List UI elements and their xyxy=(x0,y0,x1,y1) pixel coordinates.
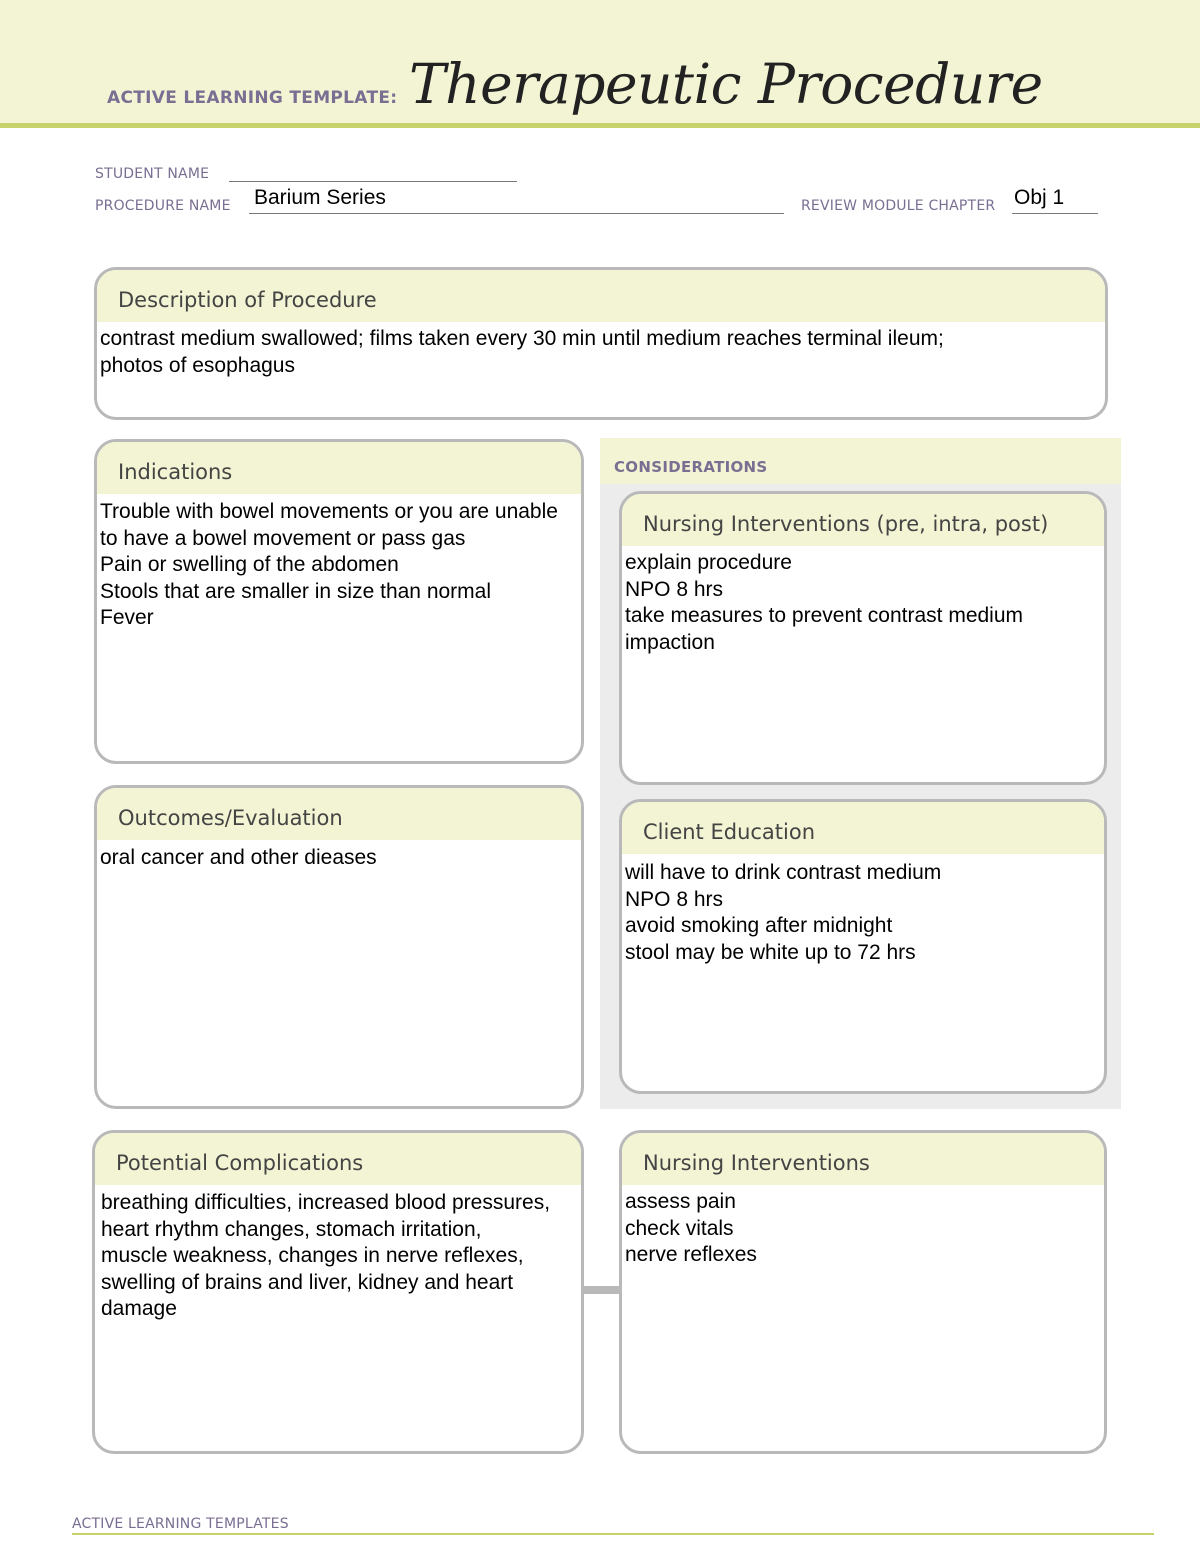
review-module-label: REVIEW MODULE CHAPTER xyxy=(801,198,996,214)
nursing-interventions-line: nerve reflexes xyxy=(625,1243,757,1266)
outcomes-title: Outcomes/Evaluation xyxy=(118,806,343,830)
student-name-field[interactable] xyxy=(229,181,517,182)
nursing-interventions-pip-line: NPO 8 hrs xyxy=(625,577,724,601)
nursing-interventions-title: Nursing Interventions xyxy=(643,1151,870,1175)
procedure-name-field[interactable] xyxy=(249,213,784,214)
outcomes-line: oral cancer and other dieases xyxy=(100,846,377,869)
nursing-interventions-pip-body[interactable] xyxy=(625,550,1096,656)
header-rule xyxy=(0,123,1200,128)
indications-line: Fever xyxy=(100,606,154,629)
review-module-field[interactable] xyxy=(1012,213,1098,214)
indications-body[interactable] xyxy=(100,499,573,632)
outcomes-card xyxy=(94,785,584,1109)
procedure-name-value: Barium Series xyxy=(254,186,386,209)
client-education-line: will have to drink contrast medium xyxy=(625,861,942,884)
complications-line: breathing difficulties, increased blood pressures, heart rhythm changes, stomach irritation, muscle weakness, changes in nerve reflexes, swelling of brains and liver, kidney and heart damage xyxy=(101,1191,551,1320)
client-education-line: avoid smoking after midnight xyxy=(625,914,893,937)
client-education-line: NPO 8 hrs xyxy=(625,887,724,911)
complications-title: Potential Complications xyxy=(116,1151,364,1175)
description-line: contrast medium swallowed; films taken every 30 min until medium reaches terminal ileum; xyxy=(100,327,944,350)
nursing-interventions-line: check vitals xyxy=(625,1216,734,1240)
complications-card xyxy=(92,1130,584,1454)
outcomes-body[interactable] xyxy=(100,845,573,872)
nursing-interventions-line: assess pain xyxy=(625,1190,736,1213)
nursing-interventions-card xyxy=(619,1130,1107,1454)
description-title: Description of Procedure xyxy=(118,288,377,312)
student-name-label: STUDENT NAME xyxy=(95,166,210,182)
description-card xyxy=(94,267,1108,420)
client-education-body[interactable] xyxy=(625,860,1096,966)
considerations-label: CONSIDERATIONS xyxy=(614,458,768,476)
indications-line: Trouble with bowel movements or you are unable to have a bowel movement or pass gas xyxy=(100,500,558,550)
nursing-interventions-pip-line: take measures to prevent contrast medium impaction xyxy=(625,604,1024,654)
review-module-value: Obj 1 xyxy=(1014,186,1065,209)
indications-title: Indications xyxy=(118,460,233,484)
nursing-interventions-pip-card xyxy=(619,491,1107,785)
description-body[interactable] xyxy=(100,326,1097,379)
template-label: ACTIVE LEARNING TEMPLATE: xyxy=(107,88,398,108)
client-education-card xyxy=(619,799,1107,1094)
indications-line: Stools that are smaller in size than normal xyxy=(100,579,492,603)
nursing-interventions-body[interactable] xyxy=(625,1189,1096,1269)
footer-label: ACTIVE LEARNING TEMPLATES xyxy=(72,1516,289,1532)
complications-body[interactable] xyxy=(101,1190,551,1323)
client-education-title: Client Education xyxy=(643,820,816,844)
indications-card xyxy=(94,439,584,764)
nursing-interventions-pip-title: Nursing Interventions (pre, intra, post) xyxy=(643,512,1049,536)
footer-rule xyxy=(72,1533,1154,1535)
procedure-name-label: PROCEDURE NAME xyxy=(95,198,231,214)
indications-line: Pain or swelling of the abdomen xyxy=(100,553,399,576)
client-education-line: stool may be white up to 72 hrs xyxy=(625,940,916,964)
connector-bar xyxy=(583,1286,621,1294)
nursing-interventions-pip-line: explain procedure xyxy=(625,551,792,574)
page-title: Therapeutic Procedure xyxy=(409,52,1043,116)
description-line: photos of esophagus xyxy=(100,353,295,377)
